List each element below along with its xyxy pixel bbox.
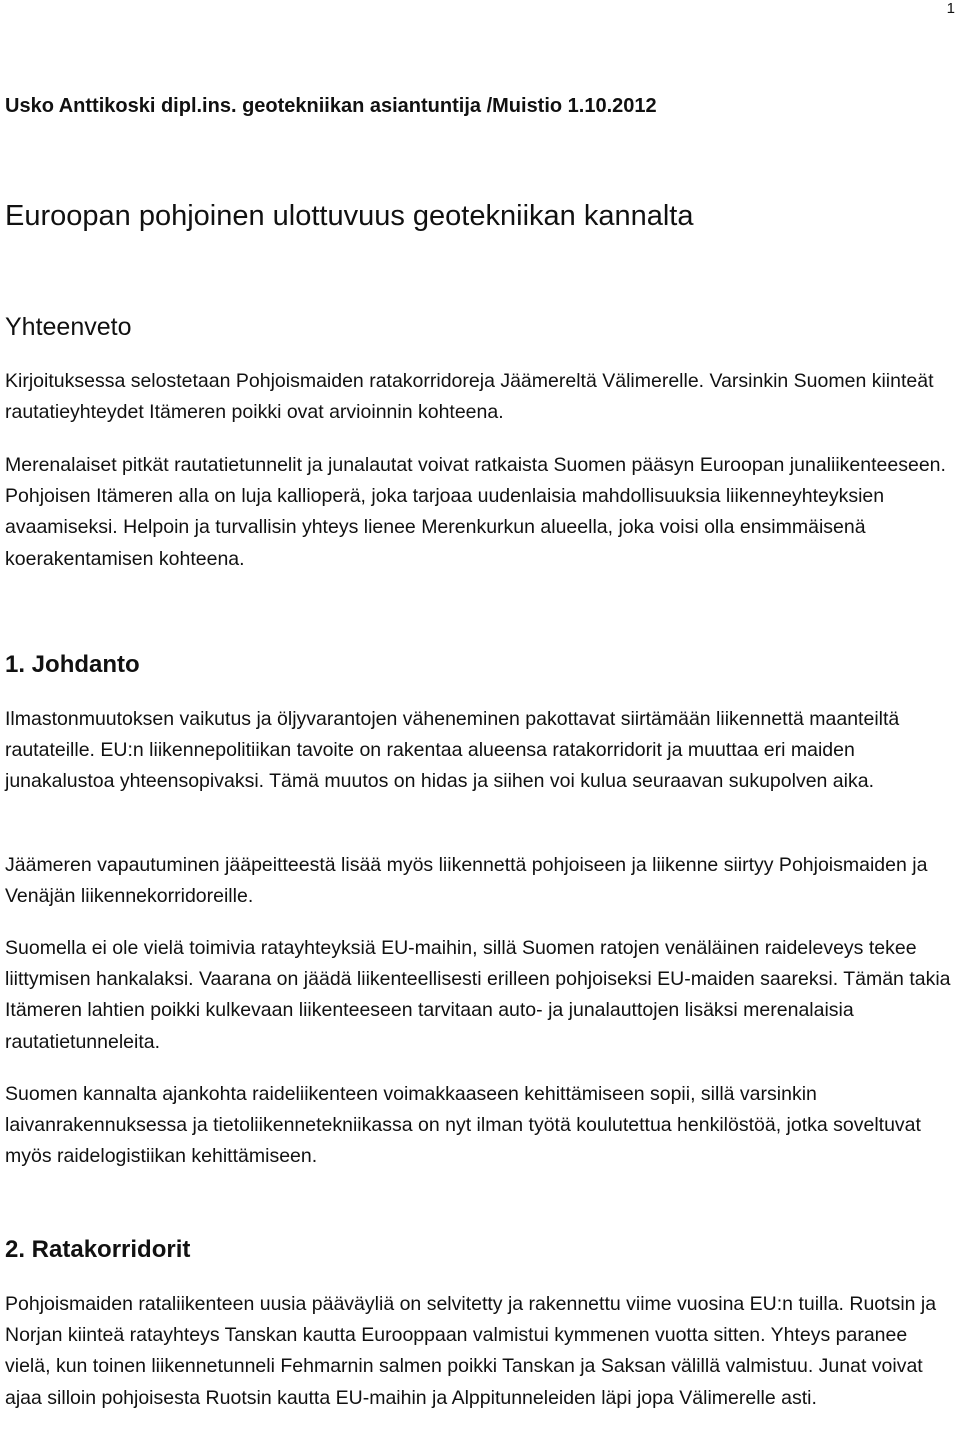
summary-paragraph-2: Merenalaiset pitkät rautatietunnelit ja junalautat voivat ratkaista Suomen pääsyn Euroopan junaliikenteeseen. Pohjoisen Itämeren alla on luja kallioperä, joka tarjoaa uudenlaisia mahdollisuuksia liikenneyhteyksien avaamiseksi. Helpoin ja turvallisin yhteys lienee Merenkurkun alueella, joka voisi olla ensimmäisenä koerakentamisen kohteena. <box>5 454 946 570</box>
page-number: 1 <box>946 0 955 17</box>
section-heading-ratakorridorit: 2. Ratakorridorit <box>5 1236 191 1263</box>
header-line: Usko Anttikoski dipl.ins. geotekniikan asiantuntija /Muistio 1.10.2012 <box>5 95 657 117</box>
johdanto-paragraph-1: Ilmastonmuutoksen vaikutus ja öljyvarantojen väheneminen pakottavat siirtämään liikennettä maanteiltä rautateille. EU:n liikennepolitiikan tavoite on rakentaa alueensa ratakorridorit ja muuttaa eri maiden junakalustoa yhteensopivaksi. Tämä muutos on hidas ja siihen voi kulua seuraavan sukupolven aika. <box>5 708 900 793</box>
summary-heading: Yhteenveto <box>5 313 132 341</box>
summary-paragraph-1: Kirjoituksessa selostetaan Pohjoismaiden ratakorridoreja Jäämereltä Välimerelle. Varsinkin Suomen kiinteät rautatieyhteydet Itämeren poikki ovat arvioinnin kohteena. <box>5 370 934 424</box>
ratakorridorit-paragraph-1: Pohjoismaiden rataliikenteen uusia pääväyliä on selvitetty ja rakennettu viime vuosina EU:n tuilla. Ruotsin ja Norjan kiinteä ratayhteys Tanskan kautta Eurooppaan valmistui kymmenen vuotta sitten. Yhteys paranee vielä, kun toinen liikennetunneli Fehmarnin salmen poikki Tanskan ja Saksan välillä valmistuu. Junat voivat ajaa silloin pohjoisesta Ruotsin kautta EU-maihin ja Alppitunneleiden läpi jopa Välimerelle asti. <box>5 1293 937 1409</box>
section-heading-johdanto: 1. Johdanto <box>5 651 140 678</box>
johdanto-paragraph-4: Suomen kannalta ajankohta raideliikenteen voimakkaaseen kehittämiseen sopii, sillä varsinkin laivanrakennuksessa ja tietoliikennetekniikassa on nyt ilman työtä koulutettua henkilöstöä, jotka soveltuvat myös raidelogistiikan kehittämiseen. <box>5 1083 921 1168</box>
johdanto-paragraph-2: Jäämeren vapautuminen jääpeitteestä lisää myös liikennettä pohjoiseen ja liikenne siirtyy Pohjoismaiden ja Venäjän liikennekorridoreille. <box>5 854 928 908</box>
johdanto-paragraph-3: Suomella ei ole vielä toimivia ratayhteyksiä EU-maihin, sillä Suomen ratojen venäläinen raideleveys tekee liittymisen hankalaksi. Vaarana on jäädä liikenteellisesti erilleen pohjoiseksi EU-maiden saareksi. Tämän takia Itämeren lahtien poikki kulkevaan liikenteeseen tarvitaan auto- ja junalauttojen lisäksi merenalaisia rautatietunneleita. <box>5 937 951 1053</box>
document-title: Euroopan pohjoinen ulottuvuus geotekniikan kannalta <box>5 200 694 232</box>
